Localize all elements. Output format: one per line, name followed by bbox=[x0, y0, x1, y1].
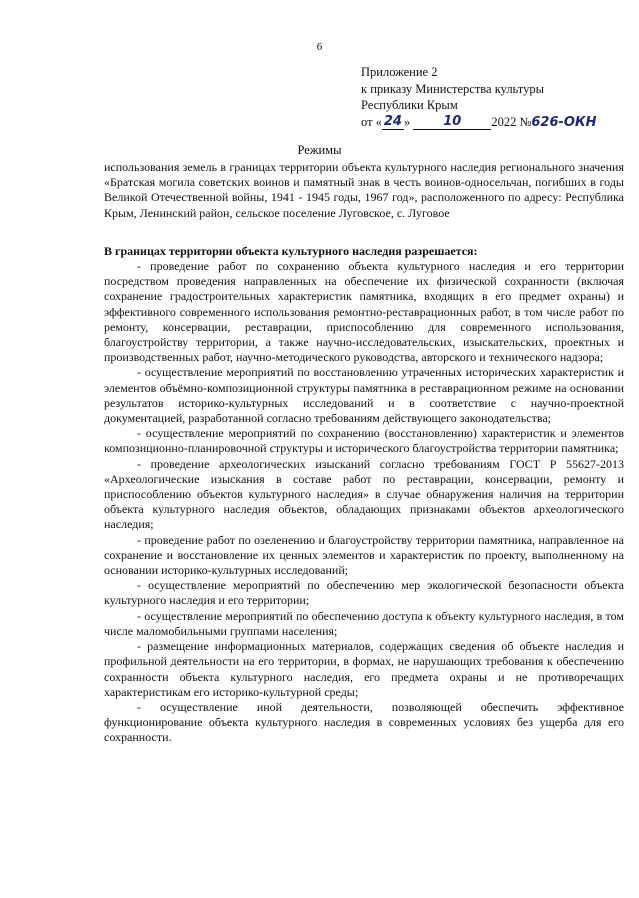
list-item: - осуществление мероприятий по восстановлению утраченных исторических характеристик и элементов объёмно-композиционной структуры памятника в реставрационном режиме на основании результатов историко-культурных исследований и в соответствие с научно-проектной документацией, разработанной согласно требованиям действующего законодательства; bbox=[104, 365, 624, 426]
appendix-block bbox=[361, 64, 601, 130]
list-item: - осуществление мероприятий по обеспечению мер экологической безопасности объекта культурного наследия и его территории; bbox=[104, 578, 624, 608]
list-item: - осуществление иной деятельности, позволяющей обеспечить эффективное функционирование объекта культурного наследия в современных условиях без ущерба для его сохранности. bbox=[104, 699, 624, 745]
page-number: 6 bbox=[316, 41, 323, 53]
month-blank bbox=[413, 116, 491, 130]
intro-paragraph: использования земель в границах территории объекта культурного наследия регионального значения «Братская могила советских воинов и памятный знак в честь воинов-односельчан, погибших в годы Великой Отечественной войны, 1941 - 1945 годы, 1967 год», расположенного по адресу: Республика Крым, Ленинский район, сельское поселение Луговское, с. Луговое bbox=[104, 160, 624, 220]
document-title: Режимы bbox=[297, 143, 342, 157]
list-item: - осуществление мероприятий по обеспечению доступа к объекту культурного наследия, в том числе маломобильными группами населения; bbox=[104, 608, 624, 638]
document-body bbox=[104, 160, 624, 746]
day-blank bbox=[382, 116, 404, 130]
appendix-line-2: к приказу Министерства культуры bbox=[361, 81, 544, 96]
list-item: - размещение информационных материалов, содержащих сведения об объекте наследия и профильной деятельности на его территории, в формах, не нарушающих требования к обеспечению сохранности объекта культурного наследия, его предмета охраны и не противоречащих характеристикам его историко-культурной среды; bbox=[104, 639, 624, 699]
month-handwritten: 10 bbox=[443, 114, 462, 129]
order-number-handwritten: 626-ОКН bbox=[531, 115, 597, 130]
appendix-date-line bbox=[361, 114, 601, 131]
section-heading: В границах территории объекта культурного наследия разрешается: bbox=[104, 243, 478, 258]
list-item: - осуществление мероприятий по сохранению (восстановлению) характеристик и элементов композиционно-планировочной структуры и исторического благоустройства территории памятника; bbox=[104, 426, 624, 456]
list-item: - проведение археологических изысканий согласно требованиям ГОСТ Р 55627-2013 «Археологические изыскания в составе работ по реставрации, консервации, ремонту и приспособлению объектов культурного наследия» в случае обнаружения наличия на территории объекта культурного наследия объектов, обладающих признаками объектов археологического наследия; bbox=[104, 456, 624, 532]
list-item: - проведение работ по сохранению объекта культурного наследия и его территории посредством проведения направленных на обеспечение их физической сохранности (включая сохранение градостроительных характеристик памятника, входящих в его предмет охраны) и эффективного современного использования ремонтно-реставрационных работ, в том числе работ по ремонту, консервации, реставрации, приспособлению для современного использования, благоустройству территории, а также научно-исследовательских, изыскательских, проектных и производственных работ, научно-методического руководства, авторского и технического надзора; bbox=[104, 259, 624, 365]
list-item: - проведение работ по озеленению и благоустройству территории памятника, направленное на сохранение и восстановление их ценных элементов и характеристик по проекту, выполненному на основании историко-культурных исследований; bbox=[104, 532, 624, 578]
appendix-line-3: Республики Крым bbox=[361, 98, 458, 112]
day-handwritten: 24 bbox=[383, 114, 402, 129]
year-text: 2022 № bbox=[491, 114, 532, 129]
appendix-line-1: Приложение 2 bbox=[361, 65, 438, 79]
number-blank bbox=[531, 117, 601, 130]
date-prefix: от « bbox=[361, 114, 382, 129]
date-separator: » bbox=[403, 114, 411, 129]
